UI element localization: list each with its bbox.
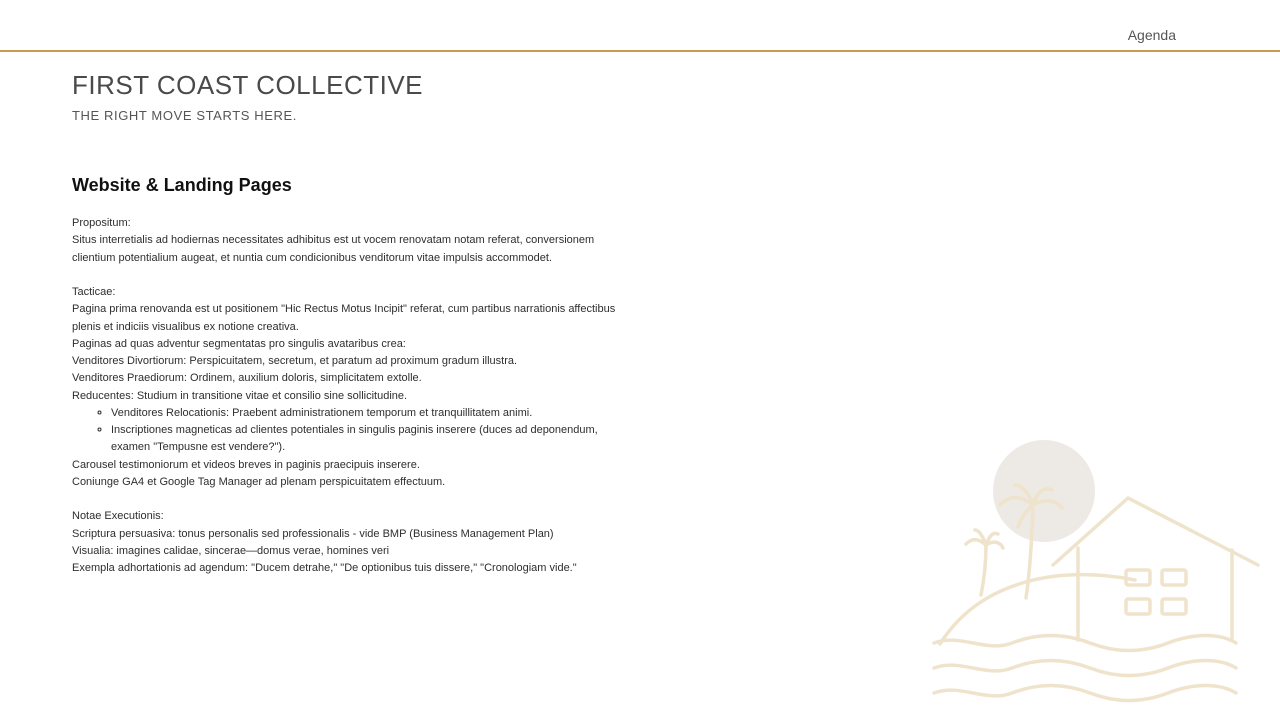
tacticae-text-line: Venditores Divortiorum: Perspicuitatem, secretum, et paratum ad proximum gradum illustra.: [72, 355, 518, 367]
tacticae-text-line: plenis et indiciis visualibus ex notione creativa.: [72, 320, 299, 333]
notae-text-line: Scriptura persuasiva: tonus personalis sed professionalis - vide BMP (Business Management Plan): [72, 527, 554, 540]
notae-text-line: Exempla adhortationis ad agendum: "Ducem detrahe," "De optionibus tuis dissere," "Cronologiam vide.": [72, 562, 577, 574]
tacticae-text-line: Pagina prima renovanda est ut positionem "Hic Rectus Motus Incipit" referat, cum partibus narrationis affectibus: [72, 303, 616, 316]
propositum-label: Propositum:: [72, 217, 131, 229]
agenda-link[interactable]: Agenda: [1127, 27, 1176, 43]
propositum-text-line: clientium potentialium augeat, et nuntia cum condicionibus venditorum vitae impulsis accommodet.: [72, 251, 552, 264]
wave-icon: [934, 636, 1236, 651]
notae-label: Notae Executionis:: [72, 510, 164, 523]
top-bar: [0, 0, 1280, 52]
bullet-item-text: Inscriptiones magneticas ad clientes potentiales in singulis paginis inserere (duces ad deponendum,: [111, 424, 598, 436]
notae-text-line: Visualia: imagines calidae, sincerae—domus verae, homines veri: [72, 544, 390, 557]
spacer: [72, 491, 642, 508]
spacer: [72, 267, 642, 284]
section-content: [72, 215, 642, 577]
tacticae-label: Tacticae:: [72, 286, 116, 298]
island-hill-shape: [940, 575, 1135, 644]
section-title: Website & Landing Pages: [72, 175, 292, 195]
bullet-item-continuation: examen "Tempusne est vendere?").: [111, 441, 286, 454]
tacticae-text-line: Carousel testimoniorum et videos breves in paginis praecipuis inserere.: [72, 458, 420, 471]
brand-title: FIRST COAST COLLECTIVE: [72, 70, 424, 100]
coastal-house-palm-sun-waves-icon: [920, 430, 1280, 720]
bullet-item: [111, 422, 642, 457]
brand-tagline: THE RIGHT MOVE STARTS HERE.: [72, 108, 297, 123]
propositum-text-line: Situs interretialis ad hodiernas necessitates adhibitus est ut vocem renovatam notam referat, conversionem: [72, 234, 595, 247]
tacticae-text-line: Coniunge GA4 et Google Tag Manager ad plenam perspicuitatem effectuum.: [72, 475, 446, 488]
bullet-item: ◦ Venditores Relocationis: Praebent administrationem temporum et tranquillitatem animi.: [111, 405, 642, 422]
tacticae-text-line: Venditores Praediorum: Ordinem, auxilium doloris, simplicitatem extolle.: [72, 372, 422, 385]
tacticae-text-line: Paginas ad quas adventur segmentatas pro singulis avataribus crea:: [72, 337, 406, 350]
small-palm-tree-icon: [981, 545, 986, 595]
tacticae-bullet-list: [72, 405, 642, 457]
tacticae-text-line: Reducentes: Studium in transitione vitae et consilio sine sollicitudine.: [72, 389, 408, 402]
